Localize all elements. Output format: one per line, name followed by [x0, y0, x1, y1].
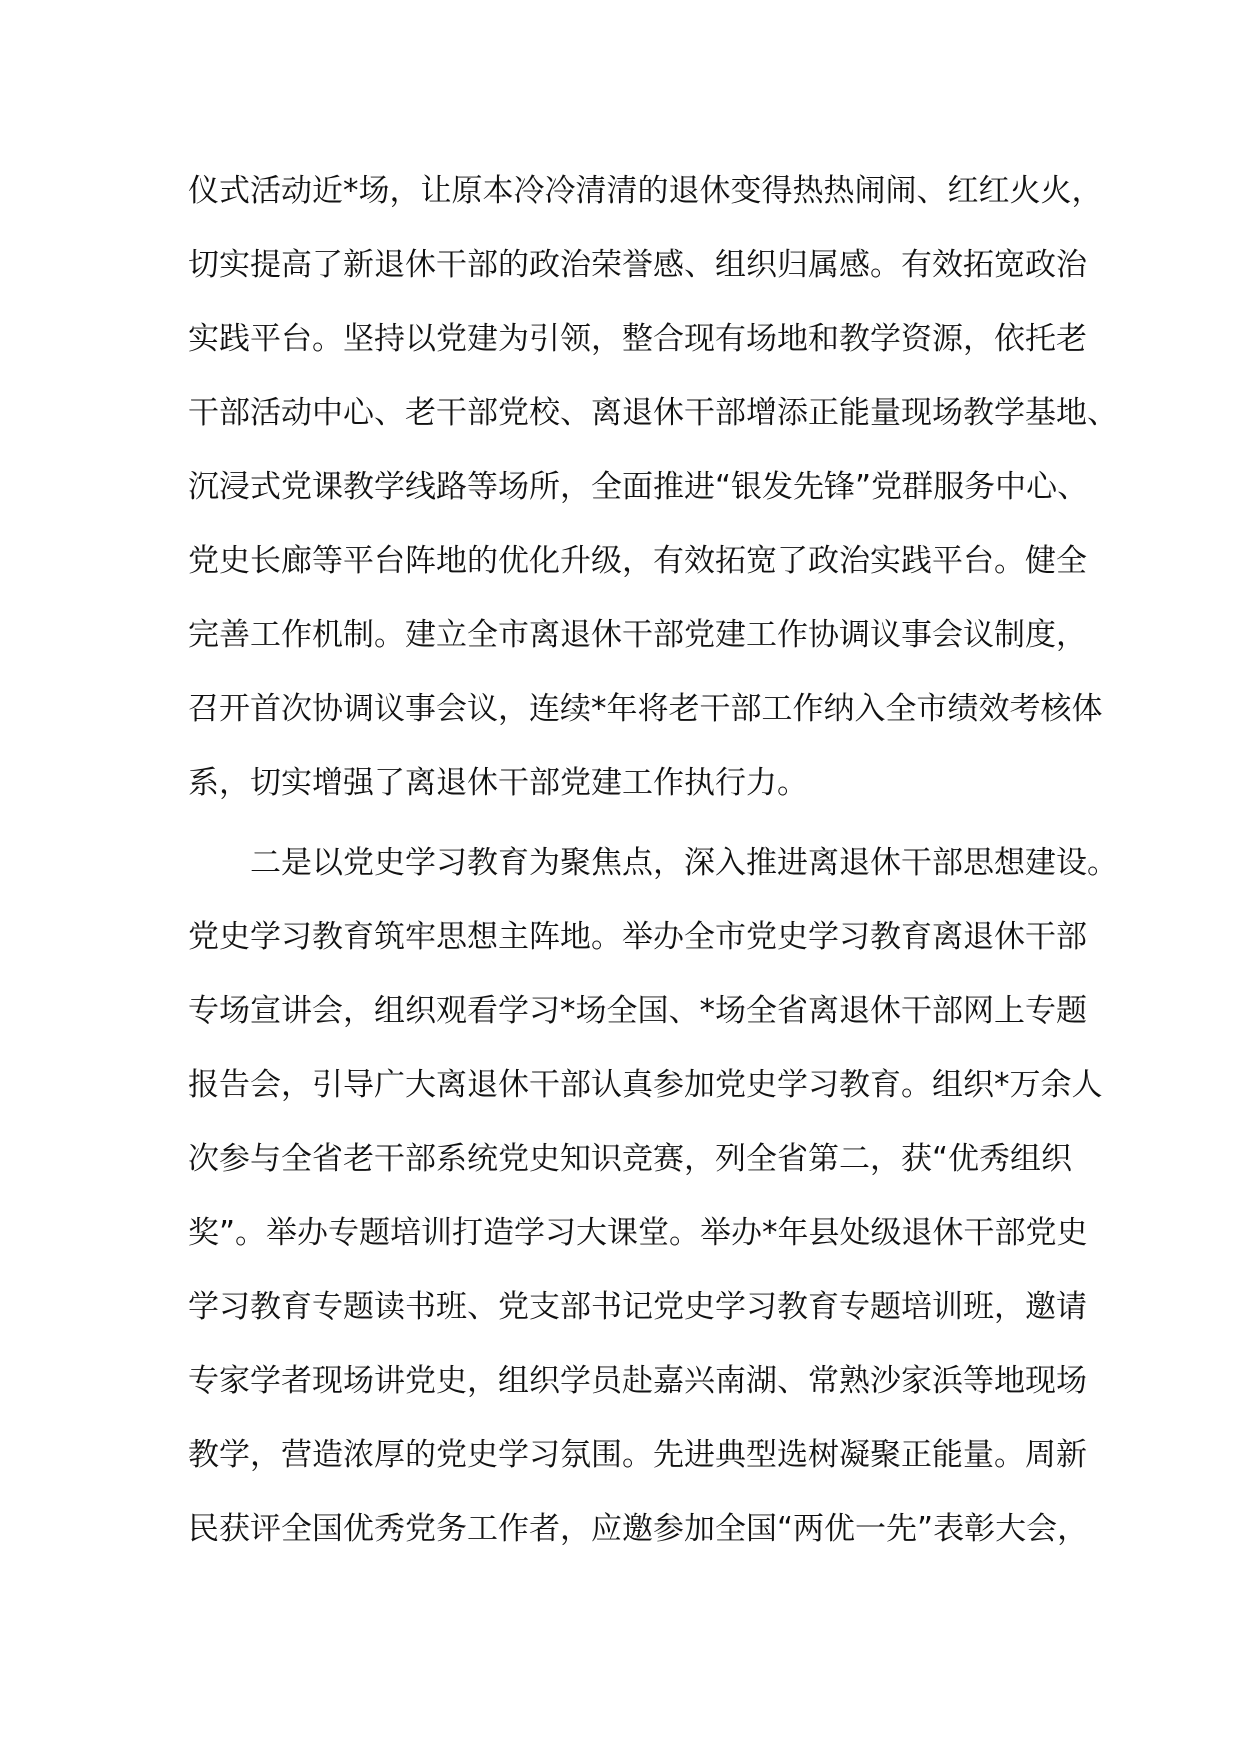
text-line: 干部活动中心、老干部党校、离退休干部增添正能量现场教学基地、: [188, 395, 1118, 431]
text-line: 实践平台。坚持以党建为引领，整合现有场地和教学资源，依托老: [188, 321, 1087, 357]
text-line: 完善工作机制。建立全市离退休干部党建工作协调议事会议制度，: [188, 617, 1087, 653]
text-line: 报告会，引导广大离退休干部认真参加党史学习教育。组织*万余人: [188, 1067, 1103, 1103]
text-line: 奖”。举办专题培训打造学习大课堂。举办*年县处级退休干部党史: [188, 1215, 1088, 1251]
text-line: 沉浸式党课教学线路等场所，全面推进“银发先锋”党群服务中心、: [188, 469, 1089, 505]
text-line: 专场宣讲会，组织观看学习*场全国、*场全省离退休干部网上专题: [188, 993, 1087, 1029]
text-line: 专家学者现场讲党史，组织学员赴嘉兴南湖、常熟沙家浜等地现场: [188, 1363, 1087, 1399]
text-line: 教学，营造浓厚的党史学习氛围。先进典型选树凝聚正能量。周新: [188, 1437, 1087, 1473]
text-line: 仪式活动近*场，让原本冷冷清清的退休变得热热闹闹、红红火火，: [188, 173, 1103, 209]
text-line: 学习教育专题读书班、党支部书记党史学习教育专题培训班，邀请: [188, 1289, 1087, 1325]
text-line: 民获评全国优秀党务工作者，应邀参加全国“两优一先”表彰大会，: [188, 1511, 1089, 1547]
text-line: 系，切实增强了离退休干部党建工作执行力。: [188, 765, 808, 801]
text-line: 切实提高了新退休干部的政治荣誉感、组织归属感。有效拓宽政治: [188, 247, 1087, 283]
document-body: [188, 172, 1118, 1584]
text-line: 召开首次协调议事会议，连续*年将老干部工作纳入全市绩效考核体: [188, 691, 1103, 727]
text-line: 党史长廊等平台阵地的优化升级，有效拓宽了政治实践平台。健全: [188, 543, 1087, 579]
text-line: 党史学习教育筑牢思想主阵地。举办全市党史学习教育离退休干部: [188, 919, 1087, 955]
paragraph-2: [188, 844, 1118, 1584]
text-line: 次参与全省老干部系统党史知识竞赛，列全省第二，获“优秀组织: [188, 1141, 1073, 1177]
text-line-indented: 二是以党史学习教育为聚焦点，深入推进离退休干部思想建设。: [250, 845, 1118, 881]
paragraph-1: [188, 172, 1118, 838]
